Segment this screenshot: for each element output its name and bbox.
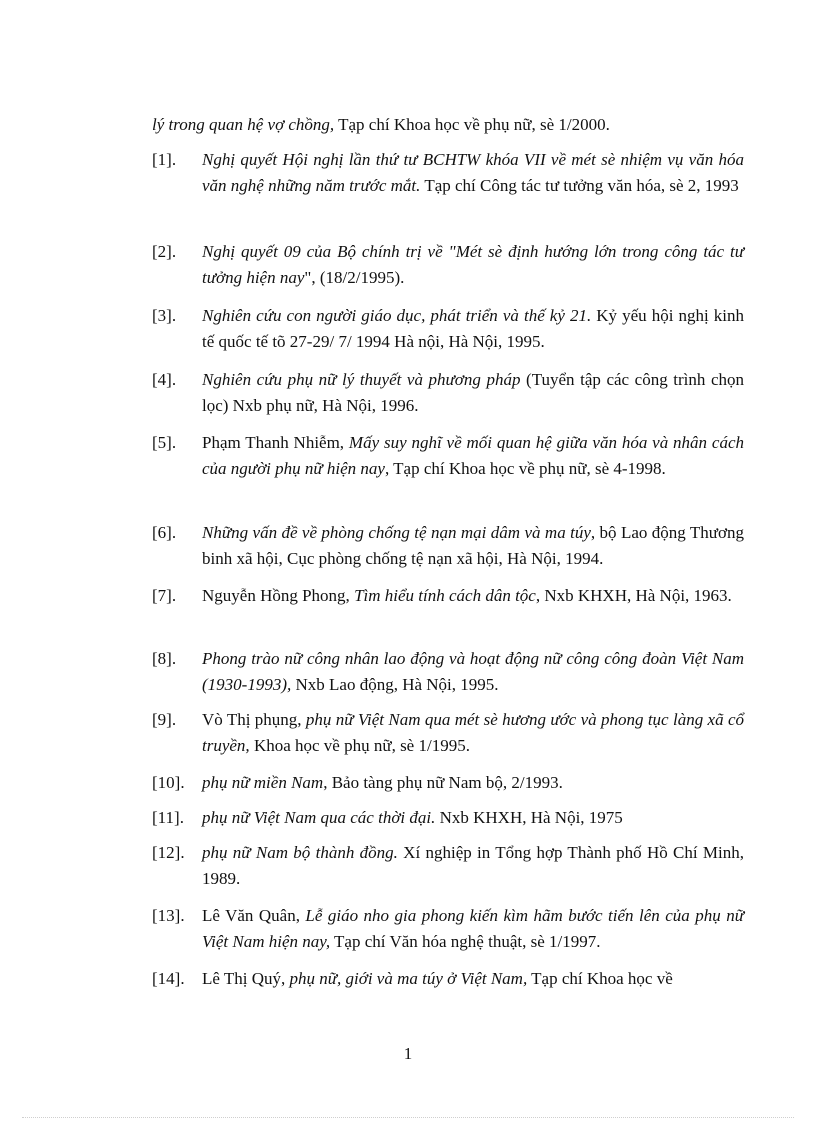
reference-number: [14].: [152, 969, 185, 988]
reference-number: [12].: [152, 843, 185, 862]
reference-details: Tạp chí Khoa học về: [527, 969, 673, 988]
reference-number: [6].: [152, 523, 177, 542]
reference-author: Lê Thị Quý,: [202, 969, 290, 988]
reference-details: Tạp chí Khoa học về phụ nữ, sè 1/2000.: [334, 115, 610, 134]
reference-item-9: [152, 707, 744, 759]
reference-details: Kỷ yếu hội nghị kinh tế quốc tế tõ 27-29/ 7/ 1994 Hà nội, Hà Nội, 1995.: [202, 306, 744, 351]
reference-item-10: [152, 770, 744, 796]
reference-item-4: [152, 367, 744, 419]
reference-details: ", (18/2/1995).: [304, 268, 405, 287]
reference-author: Vò Thị phụng,: [202, 710, 306, 729]
reference-item-7: [152, 583, 744, 609]
reference-item-1: [152, 147, 744, 199]
reference-title: Nghị quyết Hội nghị lần thứ tư BCHTW khóa VII về mét sè nhiệm vụ văn hóa văn nghệ những năm trước mắt.: [202, 150, 744, 195]
reference-title: Nghiên cứu phụ nữ lý thuyết và phương pháp: [202, 370, 521, 389]
reference-number: [10].: [152, 773, 185, 792]
reference-title: phụ nữ, giới và ma túy ở Việt Nam,: [289, 969, 528, 988]
reference-title: phụ nữ Việt Nam qua mét sè hương ước và phong tục làng xã cổ truyền,: [202, 710, 744, 755]
reference-number: [13].: [152, 906, 185, 925]
reference-item-12: [152, 840, 744, 892]
continued-reference-line: [152, 112, 744, 138]
page-bottom-divider: [22, 1117, 794, 1118]
reference-item-8: [152, 646, 744, 698]
reference-number: [1].: [152, 150, 177, 169]
reference-title: Lễ giáo nho gia phong kiến kìm hãm bước tiến lên của phụ nữ Việt Nam hiện nay,: [202, 906, 744, 951]
reference-item-3: [152, 303, 744, 355]
reference-title: Tìm hiểu tính cách dân tộc: [354, 586, 536, 605]
reference-details: (Tuyển tập các công trình chọn lọc) Nxb phụ nữ, Hà Nội, 1996.: [202, 370, 744, 415]
reference-details: , bộ Lao động Thương binh xã hội, Cục phòng chống tệ nạn xã hội, Hà Nội, 1994.: [202, 523, 744, 568]
reference-number: [5].: [152, 433, 177, 452]
reference-author: Phạm Thanh Nhiễm,: [202, 433, 349, 452]
reference-details: Khoa học về phụ nữ, sè 1/1995.: [249, 736, 470, 755]
reference-item-2: [152, 239, 744, 291]
reference-title: phụ nữ Nam bộ thành đồng.: [202, 843, 398, 862]
reference-title: Nghiên cứu con người giáo dục, phát triển và thế kỷ 21.: [202, 306, 592, 325]
reference-number: [3].: [152, 306, 177, 325]
reference-title: Phong trào nữ công nhân lao động và hoạt động nữ công công đoàn Việt Nam (1930-1993),: [202, 649, 744, 694]
reference-number: [2].: [152, 242, 177, 261]
reference-number: [11].: [152, 808, 184, 827]
reference-title: phụ nữ miền Nam: [202, 773, 324, 792]
reference-details: Tạp chí Văn hóa nghệ thuật, sè 1/1997.: [330, 932, 601, 951]
reference-item-6: [152, 520, 744, 572]
reference-details: Nxb Lao động, Hà Nội, 1995.: [291, 675, 499, 694]
reference-item-5: [152, 430, 744, 482]
reference-details: , Tạp chí Khoa học về phụ nữ, sè 4-1998.: [384, 459, 666, 478]
reference-details: Nxb KHXH, Hà Nội, 1975: [435, 808, 623, 827]
reference-number: [8].: [152, 649, 177, 668]
reference-number: [7].: [152, 586, 177, 605]
reference-details: Tạp chí Công tác tư tưởng văn hóa, sè 2, 1993: [420, 176, 739, 195]
reference-number: [9].: [152, 710, 177, 729]
reference-author: Lê Văn Quân,: [202, 906, 306, 925]
reference-item-14: [152, 966, 744, 992]
reference-item-13: [152, 903, 744, 955]
reference-title: Những vấn đề về phòng chống tệ nạn mại dâm và ma túy: [202, 523, 591, 542]
reference-details: Xí nghiệp in Tổng hợp Thành phố Hồ Chí Minh, 1989.: [202, 843, 744, 888]
reference-item-11: [152, 805, 744, 831]
reference-title: phụ nữ Việt Nam qua các thời đại.: [202, 808, 436, 827]
reference-details: , Bảo tàng phụ nữ Nam bộ, 2/1993.: [323, 773, 563, 792]
reference-title: lý trong quan hệ vợ chồng,: [152, 115, 335, 134]
reference-title: Nghị quyết 09 của Bộ chính trị về "Mét sè định hướng lớn trong công tác tư tưởng hiện nay: [202, 242, 744, 287]
page-number: 1: [403, 1044, 413, 1063]
reference-title: Mấy suy nghĩ về mối quan hệ giữa văn hóa và nhân cách của người phụ nữ hiện nay: [202, 433, 745, 478]
reference-author: Nguyễn Hồng Phong,: [202, 586, 355, 605]
reference-details: , Nxb KHXH, Hà Nội, 1963.: [535, 586, 732, 605]
reference-number: [4].: [152, 370, 177, 389]
